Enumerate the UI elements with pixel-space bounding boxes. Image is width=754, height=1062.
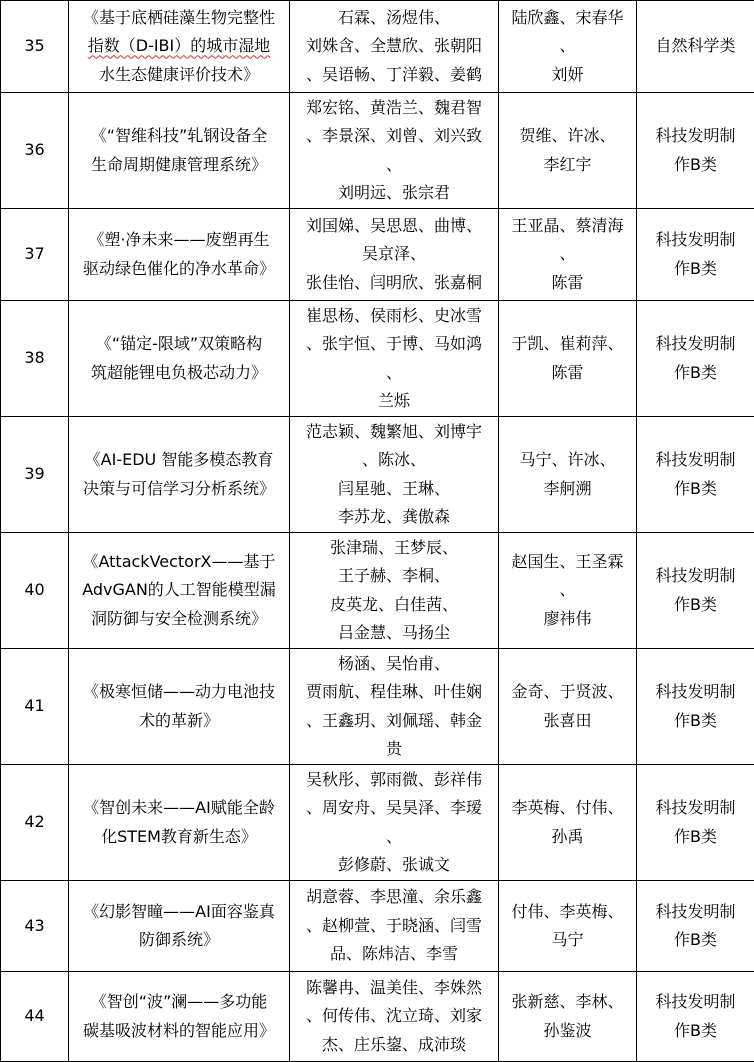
project-title — [69, 533, 290, 649]
team-members — [290, 649, 499, 765]
title-line: 术的革新》 — [138, 710, 219, 730]
members-line: 、陈冰、 — [361, 450, 426, 469]
members-line: 兰烁 — [377, 391, 410, 410]
advisors-line: 、 — [559, 244, 576, 264]
advisors — [499, 649, 637, 765]
title-line: 防御系统》 — [138, 930, 219, 949]
advisors-line: 王亚晶、蔡清海 — [511, 215, 624, 235]
members-line: 崔思杨、侯雨杉、史冰雪 — [305, 305, 482, 325]
row-number: 43 — [1, 881, 69, 972]
members-line: 皮英龙、白佳茜、 — [329, 594, 458, 614]
title-line: 《基于底栖硅藻生物完整性 — [82, 7, 275, 27]
title-line: 洞防御与安全检测系统》 — [90, 608, 267, 628]
team-members — [290, 533, 499, 649]
project-title — [69, 649, 290, 765]
members-line: 彭修蔚、张诚文 — [337, 855, 450, 874]
title-line: 《塑·净未来——废塑再生 — [88, 230, 270, 249]
category-line: 自然科学类 — [655, 36, 736, 56]
row-number: 41 — [1, 649, 69, 765]
advisors-line: 付伟、李英梅、 — [511, 901, 624, 921]
category-line: 科技发明制 — [655, 566, 736, 585]
title-line: 化STEM教育新生态》 — [101, 826, 257, 846]
row-number: 36 — [1, 93, 69, 209]
category-line: 作B类 — [674, 478, 717, 498]
advisors-line: 廖祎伟 — [543, 608, 592, 628]
award-category — [637, 881, 754, 972]
members-line: 、 — [385, 154, 402, 174]
project-title — [69, 301, 290, 417]
title-line: 指数（D-IBI）的城市湿地 — [87, 36, 271, 56]
category-line: 科技发明制 — [655, 901, 736, 921]
advisors-line: 刘妍 — [551, 64, 584, 84]
advisors-line: 孙禹 — [551, 826, 584, 846]
award-category — [637, 417, 754, 533]
table-row — [1, 533, 754, 649]
award-table-body — [1, 1, 754, 1062]
advisors-line: 陈雷 — [551, 362, 584, 382]
row-number: 40 — [1, 533, 69, 649]
row-number: 44 — [1, 972, 69, 1062]
title-line: 《幻影智瞳——AI面容鉴真 — [83, 901, 275, 921]
advisors-line: 金奇、于贤波、 — [511, 682, 624, 701]
advisors-line: 张喜田 — [543, 710, 592, 730]
category-line: 科技发明制 — [655, 230, 736, 249]
category-line: 作B类 — [674, 1020, 717, 1040]
advisors — [499, 1, 637, 93]
members-line: 、 — [385, 362, 402, 382]
title-line: 《“智维科技”轧钢设备全 — [90, 126, 268, 145]
members-line: 贵 — [385, 739, 402, 758]
award-category — [637, 209, 754, 301]
award-category — [637, 765, 754, 881]
title-line: AdvGAN的人工智能模型漏 — [82, 580, 276, 600]
members-line: 刘明远、张宗君 — [337, 183, 450, 202]
table-row — [1, 881, 754, 972]
advisors-line: 李舸溯 — [543, 478, 592, 498]
advisors — [499, 93, 637, 209]
category-line: 科技发明制 — [655, 682, 736, 701]
advisors-line: 李英梅、付伟、 — [511, 798, 624, 817]
title-line: 《AI-EDU 智能多模态教育 — [84, 450, 274, 469]
advisors — [499, 209, 637, 301]
award-category — [637, 649, 754, 765]
table-row — [1, 972, 754, 1062]
project-title — [69, 209, 290, 301]
award-category — [637, 93, 754, 209]
members-line: 、李景深、刘曾、刘兴致 — [305, 126, 482, 145]
award-category — [637, 301, 754, 417]
advisors-line: 马宁、许冰、 — [519, 450, 616, 469]
members-line: 张津瑞、王梦辰、 — [329, 537, 458, 557]
members-line: 、周安舟、吴昊泽、李瑷 — [305, 798, 482, 817]
team-members — [290, 765, 499, 881]
row-number: 38 — [1, 301, 69, 417]
table-row — [1, 417, 754, 533]
members-line: 王子赫、李桐、 — [337, 566, 450, 585]
title-line: 筑超能锂电负极芯动力》 — [90, 362, 267, 382]
project-title — [69, 881, 290, 972]
project-title — [69, 972, 290, 1062]
members-line: 、何传伟、沈立琦、刘家 — [305, 1006, 482, 1026]
category-line: 作B类 — [674, 362, 717, 382]
members-line: 、张宇恒、于博、马如鸿 — [305, 334, 482, 353]
row-number: 35 — [1, 1, 69, 93]
advisors-line: 、 — [559, 36, 576, 56]
advisors-line: 孙鉴波 — [543, 1020, 592, 1040]
team-members — [290, 209, 499, 301]
members-line: 吴秋彤、郭雨微、彭祥伟 — [305, 769, 482, 789]
title-line: 《智创“波”澜——多功能 — [90, 992, 268, 1011]
advisors-line: 、 — [559, 580, 576, 600]
category-line: 科技发明制 — [655, 126, 736, 145]
advisors — [499, 972, 637, 1062]
table-row — [1, 1, 754, 93]
category-line: 科技发明制 — [655, 798, 736, 817]
advisors — [499, 881, 637, 972]
members-line: 石霖、汤煜伟、 — [337, 7, 450, 27]
advisors-line: 于凯、崔莉萍、 — [511, 334, 624, 353]
project-title — [69, 93, 290, 209]
category-line: 作B类 — [674, 930, 717, 949]
members-line: 、吴语畅、丁洋毅、姜鹤 — [305, 64, 482, 84]
team-members — [290, 881, 499, 972]
category-line: 作B类 — [674, 826, 717, 846]
title-line: 碳基吸波材料的智能应用》 — [82, 1020, 275, 1040]
award-category — [637, 1, 754, 93]
members-line: 、 — [385, 826, 402, 846]
team-members — [290, 1, 499, 93]
category-line: 作B类 — [674, 154, 717, 174]
title-line: 决策与可信学习分析系统》 — [82, 478, 275, 498]
members-line: 吕金慧、马扬尘 — [337, 623, 450, 642]
members-line: 陈馨冉、温美佳、李姝然 — [305, 977, 482, 997]
project-title — [69, 765, 290, 881]
title-line: 《智创未来——AI赋能全龄 — [83, 798, 275, 817]
row-number: 42 — [1, 765, 69, 881]
members-line: 、赵柳萱、于晓涵、闫雪 — [305, 915, 482, 935]
table-row — [1, 301, 754, 417]
table-row — [1, 93, 754, 209]
advisors-line: 张新慈、李林、 — [511, 992, 624, 1011]
category-line: 科技发明制 — [655, 450, 736, 469]
advisors — [499, 301, 637, 417]
advisors — [499, 417, 637, 533]
title-line: 水生态健康评价技术》 — [98, 64, 259, 84]
category-line: 作B类 — [674, 710, 717, 730]
table-row — [1, 209, 754, 301]
members-line: 范志颖、魏繁旭、刘博宇 — [305, 421, 482, 441]
advisors-line: 陆欣鑫、宋春华 — [511, 7, 624, 27]
category-line: 作B类 — [674, 258, 717, 278]
team-members — [290, 972, 499, 1062]
members-line: 杰、庄乐鋆、成沛琰 — [321, 1034, 466, 1054]
members-line: 郑宏铭、黄浩兰、魏君智 — [305, 97, 482, 117]
members-line: 胡意蓉、李思潼、余乐鑫 — [305, 887, 482, 907]
members-line: 、王鑫玥、刘佩瑶、韩金 — [305, 710, 482, 730]
members-line: 吴京泽、 — [361, 244, 426, 264]
members-line: 贾雨航、程佳琳、叶佳娴 — [305, 682, 482, 701]
category-line: 作B类 — [674, 594, 717, 614]
title-line: 《“锚定-限域”双策略构 — [95, 334, 263, 353]
row-number: 37 — [1, 209, 69, 301]
advisors-line: 赵国生、王圣霖 — [511, 551, 624, 571]
advisors-line: 李红宇 — [543, 154, 592, 174]
members-line: 刘国娣、吴思恩、曲博、 — [305, 215, 482, 235]
project-title — [69, 1, 290, 93]
category-line: 科技发明制 — [655, 334, 736, 353]
advisors-line: 贺维、许冰、 — [519, 126, 616, 145]
members-line: 刘姝含、全慧欣、张朝阳 — [305, 36, 482, 56]
title-line: 驱动绿色催化的净水革命》 — [82, 258, 275, 278]
title-line: 生命周期健康管理系统》 — [90, 154, 267, 174]
project-title — [69, 417, 290, 533]
team-members — [290, 417, 499, 533]
members-line: 品、陈炜洁、李雪 — [329, 944, 458, 964]
award-category — [637, 972, 754, 1062]
members-line: 杨涵、吴怡甫、 — [337, 653, 450, 673]
title-line: 《极寒恒储——动力电池技 — [82, 682, 275, 701]
advisors-line: 马宁 — [551, 930, 584, 949]
members-line: 闫星驰、王琳、 — [337, 478, 450, 498]
advisors-line: 陈雷 — [551, 272, 584, 292]
members-line: 张佳怡、闫明欣、张嘉桐 — [305, 272, 482, 292]
team-members — [290, 301, 499, 417]
advisors — [499, 765, 637, 881]
award-category — [637, 533, 754, 649]
row-number: 39 — [1, 417, 69, 533]
table-row — [1, 765, 754, 881]
table-row — [1, 649, 754, 765]
team-members — [290, 93, 499, 209]
title-line: 《AttackVectorX——基于 — [82, 551, 276, 571]
members-line: 李苏龙、龚傲森 — [337, 507, 450, 526]
advisors — [499, 533, 637, 649]
category-line: 科技发明制 — [655, 992, 736, 1011]
